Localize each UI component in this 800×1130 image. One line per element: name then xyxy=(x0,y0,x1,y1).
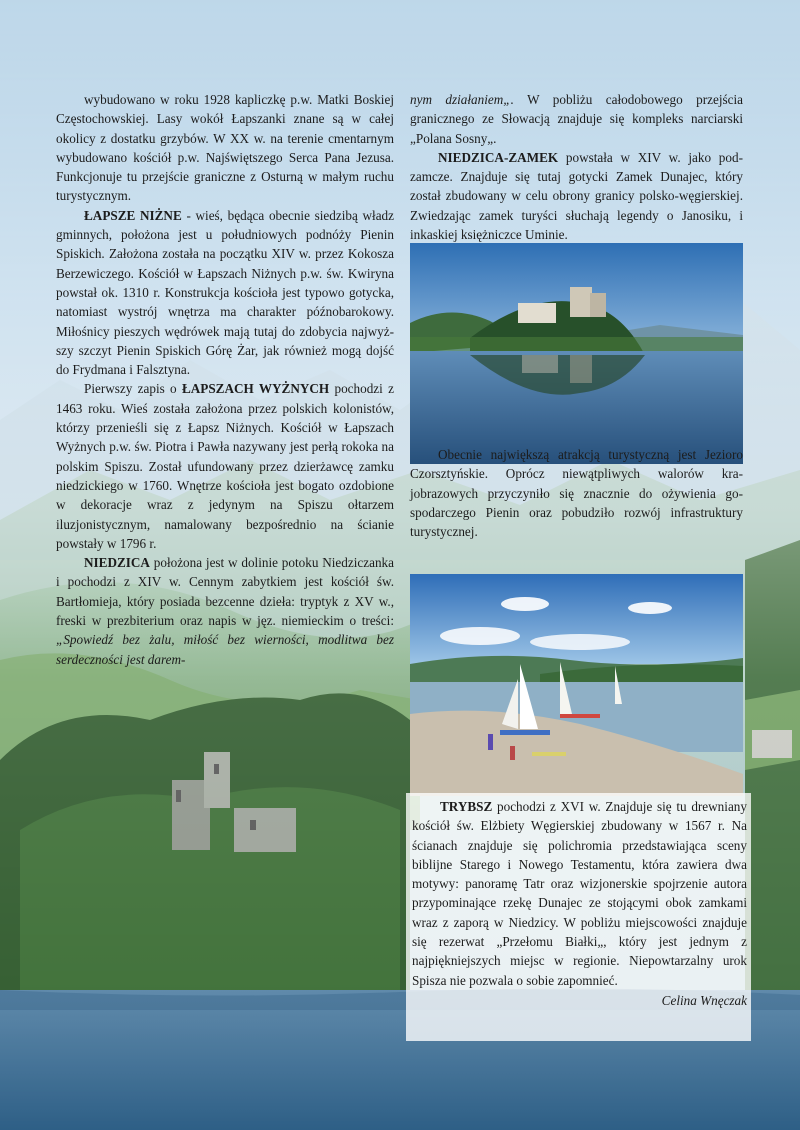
paragraph-lapsze-wyzne: Pierwszy zapis o ŁAPSZACH WYŻNYCH pochodzi z 1463 roku. Wieś została założona przez polskich kolonistów, którzy przenieśli się z Łapsz Niżnych. Kościół w Łapszach Wyżnych p.w. św. Piotra i Pawła nazywany jest perłą rokoka na polskim Spiszu. Został ufundowany przez dzierżawcę zamku niedzickiego w 1760. Wnętrze kościoła jest bogato ozdobione w dekoracje wraz z jedynym na Spiszu ołtarzem iluzjonistycznym, namalowany bezpośrednio na ścianie powstały w 1796 r. xyxy=(56,381,394,551)
right-column-top xyxy=(410,90,743,244)
right-column-middle xyxy=(410,445,743,541)
heading-niedzica: NIEDZICA xyxy=(84,555,150,571)
paragraph-czorsztyn-lake: Obecnie największą atrakcją turystyczną jest Jezioro Czorsztyńskie. Oprócz niewątpliwych walorów krajobrazowych przyczyniło się znacznie do ożywienia gospodarczego Pienin oraz pobudziło rozwój infrastruktury turystycznej. xyxy=(410,447,743,540)
paragraph-lapszanka-end: wybudowano w roku 1928 kapliczkę p.w. Matki Boskiej Częstochowskiej. Lasy wokół Łapszanki znane są w całej okolicy z dostatku grzybów. W XX w. na terenie cmentarnym wybudowano kościół p.w. Najświętszego Serca Pana Jezusa. Funkcjonuje tu przejście graniczne z Osturną w małym ruchu turystycznym. xyxy=(56,92,394,204)
heading-lapsze-nizne: ŁAPSZE NIŻNE xyxy=(84,207,182,223)
paragraph-niedzica-zamek: NIEDZICA-ZAMEK powstała w XIV w. jako podzamcze. Znajduje się tutaj gotycki Zamek Dunajec, który został zbudowany w celu obrony granicy polsko-węgierskiej. Zwiedzając zamek turyści słuchają legendy o Janosiku, i inkaskiej księżniczce Uminie. xyxy=(410,149,743,243)
left-column xyxy=(56,90,394,669)
quote-inscription: „Spowiedź bez żalu, miłość bez wierności, modlitwa bez serdeczności jest darem- xyxy=(56,632,394,667)
author-signature: Celina Wnęczak xyxy=(661,992,747,1008)
heading-niedzica-zamek: NIEDZICA-ZAMEK xyxy=(438,149,559,165)
right-column-bottom-panel xyxy=(406,793,751,1041)
photo-sailboats-beach xyxy=(410,574,743,796)
paragraph-niedzica: NIEDZICA położona jest w dolinie potoku Niedziczanka i pochodzi z XIV w. Cennym zabytkiem jest kościół św. Bartłomieja, który posiada bezcenne dzieła: tryptyk z XV w., freski w prezbiterium oraz napis w jęz. niemieckim o treści: „Spowiedź bez żalu, miłość bez wierności, modlitwa bez serdeczności jest darem- xyxy=(56,555,394,667)
photo-castle-lake xyxy=(410,243,743,464)
heading-lapsze-wyzne: ŁAPSZACH WYŻNYCH xyxy=(181,381,330,397)
heading-trybsz: TRYBSZ xyxy=(440,799,493,814)
quote-inscription-end: nym działaniem„. xyxy=(410,92,514,107)
paragraph-niedzica-cont: nym działaniem„. W pobliżu całodobowego przejścia granicznego ze Słowacją znajduje się kompleks narciarski „Polana Sosny„. xyxy=(410,92,743,146)
paragraph-lapsze-nizne: ŁAPSZE NIŻNE - wieś, będąca obecnie siedzibą władz gminnych, położona jest u południowych podnóży Pienin Spiskich. Założona została na początku XIV w. przez Kokosza Berzewiczego. Kościół w Łapszach Niżnych p.w. św. Kwiryna powstał ok. 1310 r. Konstrukcja kościoła jest typowo gotycka, natomiast wystrój wnętrza ma charakter późnobarokowy. Miłośnicy pieszych wędrówek mają tutaj do zdobycia najwyższy szczyt Pienin Spiskich Górę Żar, jak również mogą dojść do Frydmana i Falsztyna. xyxy=(56,207,394,378)
paragraph-trybsz: TRYBSZ pochodzi z XVI w. Znajduje się tu drewniany kościół św. Elżbiety Węgierskiej zbudowany w 1567 r. Na ścianach znajduje się polichromia przedstawiająca sceny biblijne Starego i Nowego Testamentu, która zawiera dwa motywy: panoramę Tatr oraz wizjonerskie spojrzenie autora przypominające rzekę Dunajec ze stojącymi obok zamkami wraz z zaporą w Niedzicy. W pobliżu miejscowości znajduje się rezerwat „Przełomu Białki„, który jest jednym z najpiękniejszych miejsc w regionie. Niepowtarzalny urok Spisza nie pozwala o sobie zapomnieć. xyxy=(412,799,747,988)
